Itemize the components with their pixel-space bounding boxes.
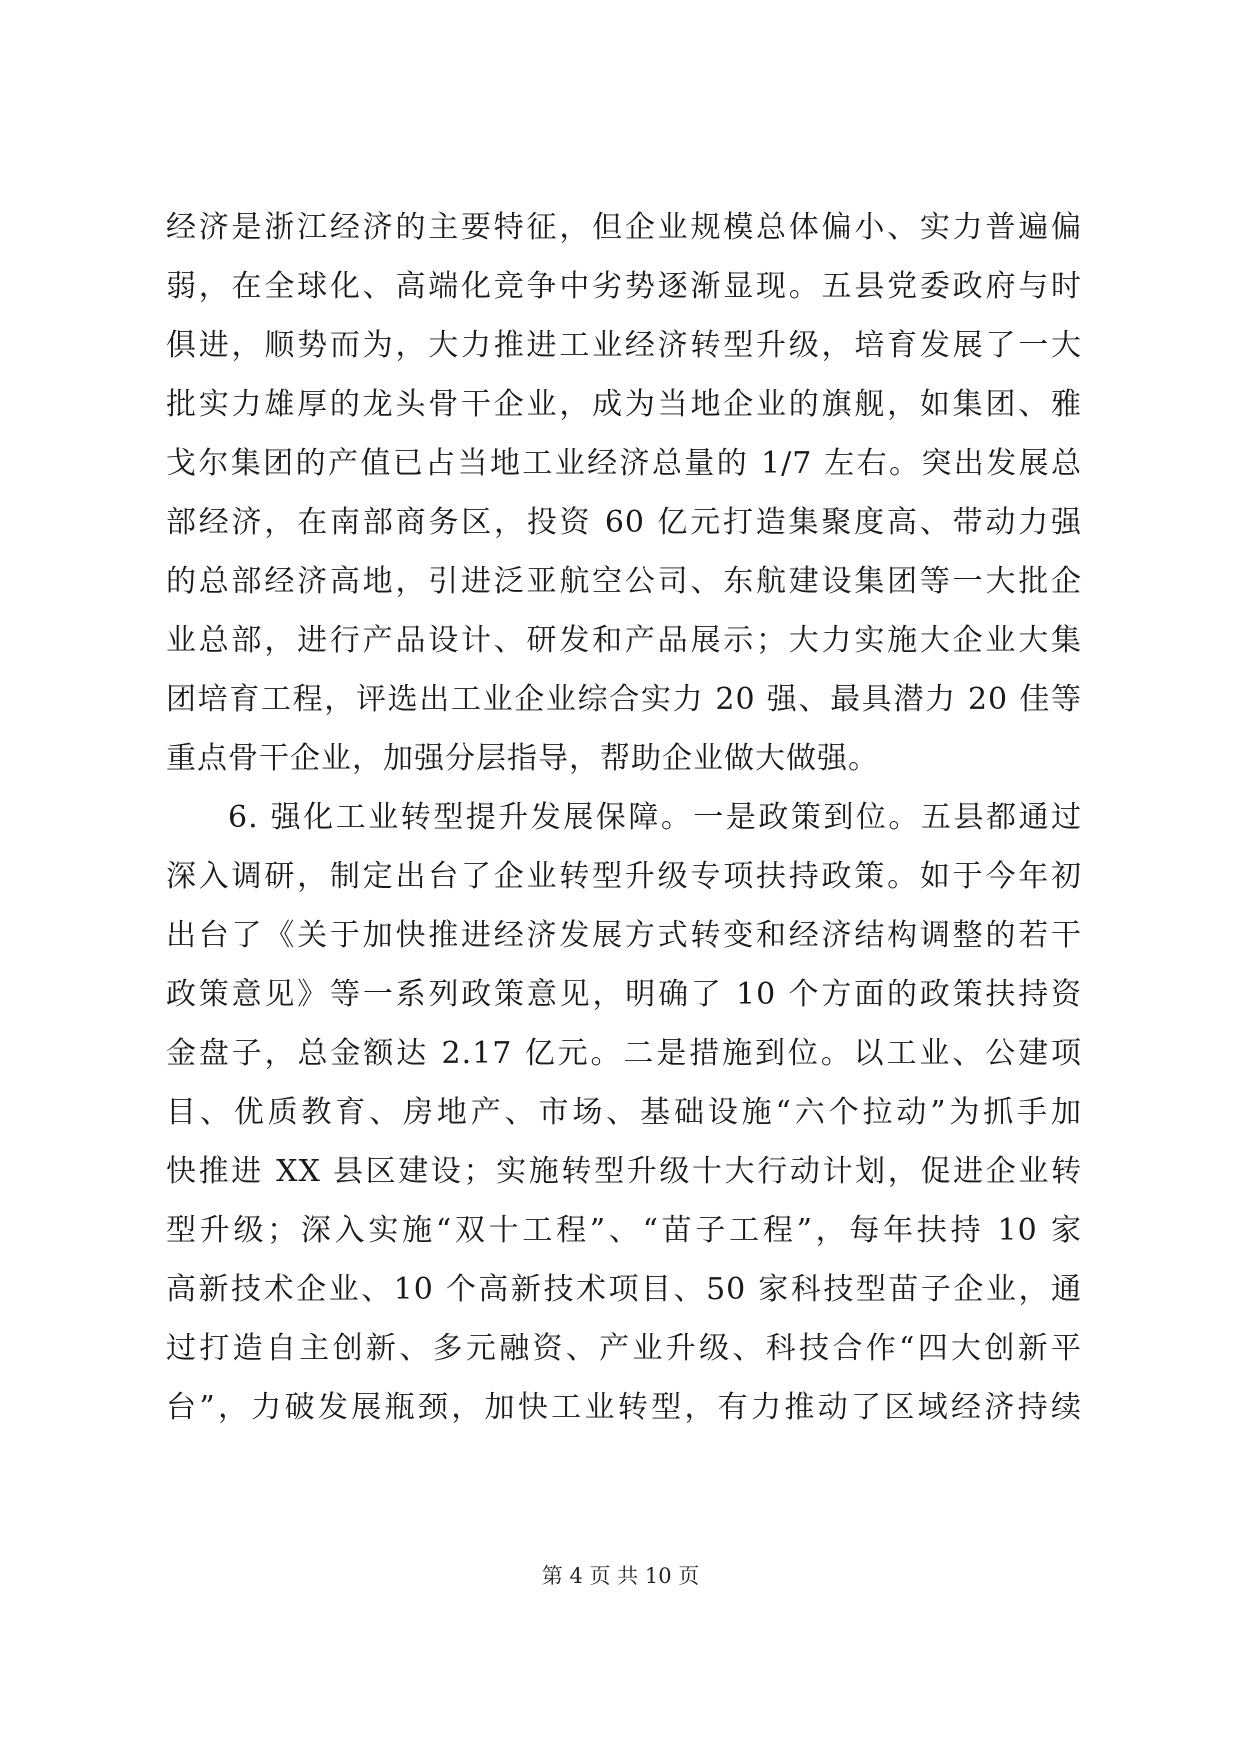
paragraph-line: 的总部经济高地，引进泛亚航空公司、东航建设集团等一大批企 (166, 564, 1082, 599)
paragraph-line: 政策意见》等一系列政策意见，明确了 10 个方面的政策扶持资 (166, 977, 1082, 1012)
paragraph-line: 过打造自主创新、多元融资、产业升级、科技合作“四大创新平 (166, 1331, 1082, 1366)
paragraph-line: 深入调研，制定出台了企业转型升级专项扶持政策。如于今年初 (166, 859, 1082, 894)
paragraph-line: 高新技术企业、10 个高新技术项目、50 家科技型苗子企业，通 (166, 1272, 1082, 1307)
paragraph-line: 批实力雄厚的龙头骨干企业，成为当地企业的旗舰，如集团、雅 (166, 387, 1082, 422)
paragraph-line: 戈尔集团的产值已占当地工业经济总量的 1/7 左右。突出发展总 (166, 446, 1082, 481)
paragraph-line: 团培育工程，评选出工业企业综合实力 20 强、最具潜力 20 佳等 (166, 682, 1082, 717)
paragraph-line: 部经济，在南部商务区，投资 60 亿元打造集聚度高、带动力强 (166, 505, 1082, 540)
paragraph-line: 重点骨干企业，加强分层指导，帮助企业做大做强。 (166, 741, 879, 776)
paragraph-line: 出台了《关于加快推进经济发展方式转变和经济结构调整的若干 (166, 918, 1082, 953)
document-body (166, 198, 1082, 1437)
paragraph-line: 目、优质教育、房地产、市场、基础设施“六个拉动”为抓手加 (166, 1095, 1082, 1130)
paragraph-line: 弱，在全球化、高端化竞争中劣势逐渐显现。五县党委政府与时 (166, 269, 1082, 304)
paragraph-line: 金盘子，总金额达 2.17 亿元。二是措施到位。以工业、公建项 (166, 1036, 1082, 1071)
paragraph-line: 业总部，进行产品设计、研发和产品展示；大力实施大企业大集 (166, 623, 1082, 658)
paragraph-line: 台”，力破发展瓶颈，加快工业转型，有力推动了区域经济持续 (166, 1390, 1082, 1425)
paragraph-line: 型升级；深入实施“双十工程”、“苗子工程”，每年扶持 10 家 (166, 1213, 1082, 1248)
paragraph-first-line: 6. 强化工业转型提升发展保障。一是政策到位。五县都通过 (228, 800, 1082, 835)
paragraph-line: 经济是浙江经济的主要特征，但企业规模总体偏小、实力普遍偏 (166, 210, 1082, 245)
paragraph-line: 俱进，顺势而为，大力推进工业经济转型升级，培育发展了一大 (166, 328, 1082, 363)
page-number-footer: 第 4 页 共 10 页 (541, 1564, 700, 1588)
paragraph-line: 快推进 XX 县区建设；实施转型升级十大行动计划，促进企业转 (166, 1154, 1082, 1189)
